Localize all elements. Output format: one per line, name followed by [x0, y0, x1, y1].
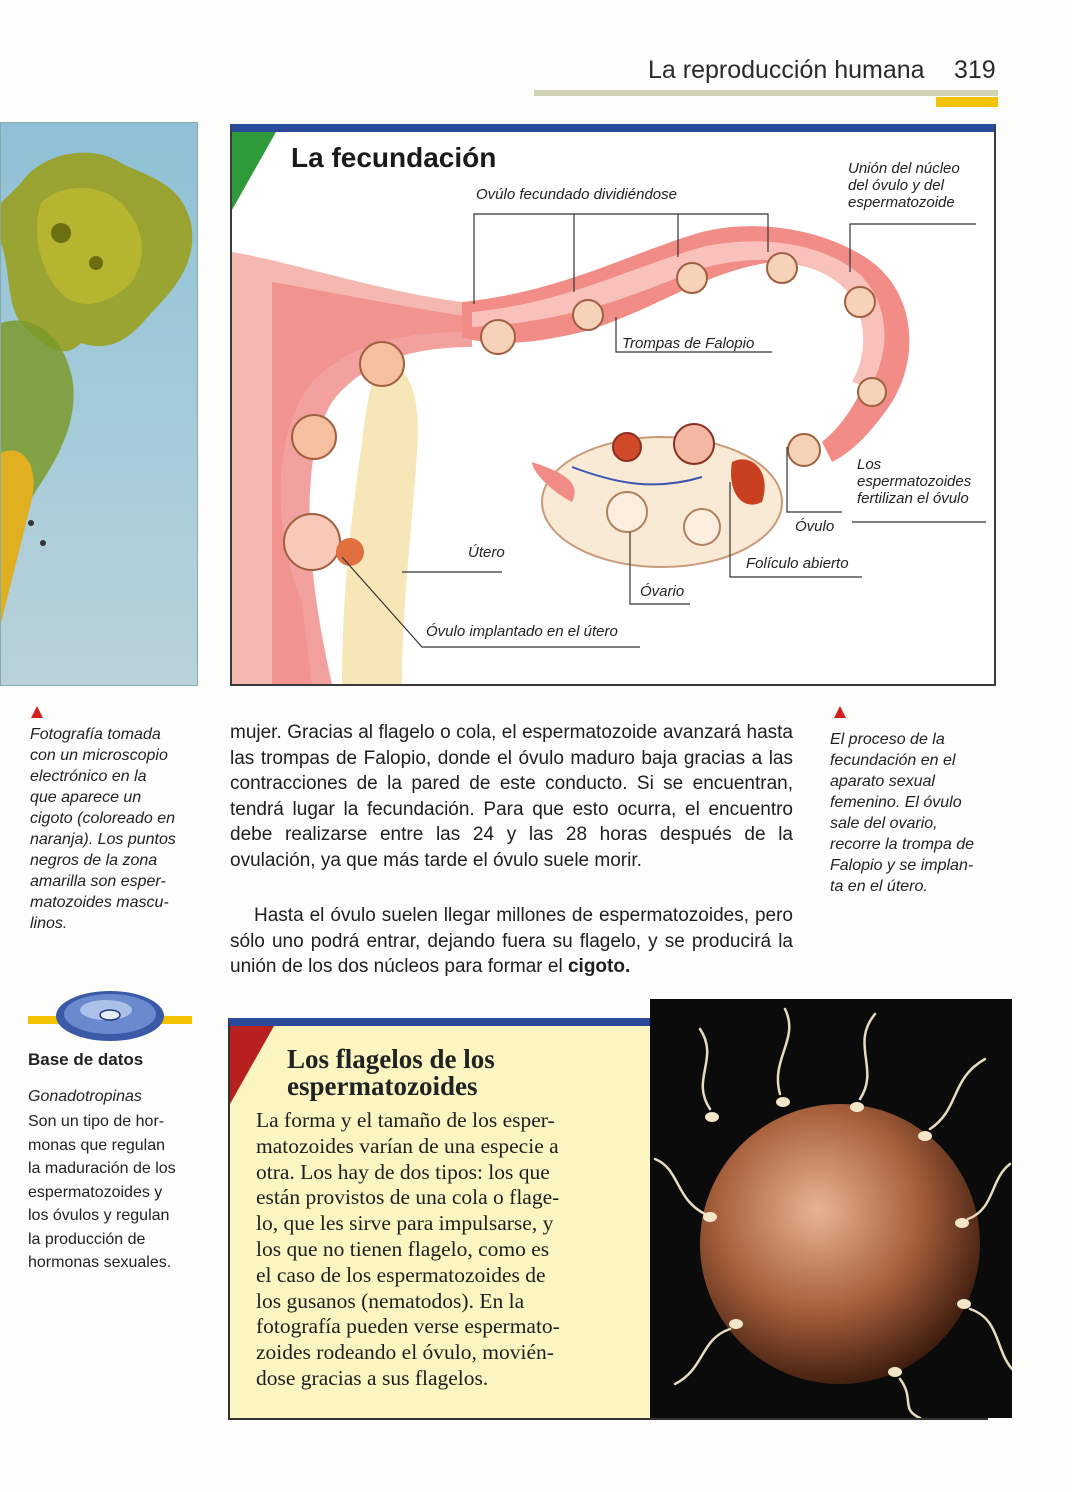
caption-line: sale del ovario, [830, 815, 938, 832]
diagram-caption [830, 729, 1002, 897]
definition-line: espermatozoides y [28, 1183, 163, 1201]
database-title: Base de datos [28, 1050, 144, 1069]
box-text-line: matozoides varían de una especie a [256, 1133, 559, 1158]
label-utero: Útero [468, 544, 505, 561]
label-union-line-2: del óvulo y del [848, 177, 944, 194]
header-accent-bar [936, 97, 998, 107]
caption-line: negros de la zona [30, 852, 158, 869]
body-paragraph-2 [230, 903, 793, 980]
label-esperm-line-3: fertilizan el óvulo [857, 490, 969, 507]
caption-line: Fotografía tomada [30, 726, 161, 743]
box-text-line: dose gracias a sus flagelos. [256, 1365, 489, 1390]
ovum-sperm-art [650, 999, 1012, 1418]
label-foliculo: Folículo abierto [746, 555, 849, 572]
label-trompas: Trompas de Falopio [622, 335, 755, 352]
box-text-line: los que no tienen flagelo, como es [256, 1236, 550, 1261]
definition-line: la maduración de los [28, 1160, 176, 1177]
box-text-line: otra. Los hay de dos tipos: los que [256, 1159, 550, 1184]
body-paragraph-1: mujer. Gracias al flagelo o cola, el espermatozoide avanzará hasta las trompas de Falopio, donde el óvulo maduro baja gracias a las contracciones de la pared de este conducto. Si se encuentran, tendrá lugar la fecundación. Para que esto ocurra, el encuentro debe realizarse entre las 24 y las 28 horas después de la ovulación, ya que más tarde el óvulo suele morir. [230, 722, 793, 871]
caption-line: recorre la trompa de [830, 836, 975, 853]
caption-line: con un microscopio [30, 747, 168, 764]
caption-line: El proceso de la [830, 731, 945, 748]
caption-line: Falopio y se implan- [830, 857, 974, 874]
definition-line: Son un tipo de hor- [28, 1113, 165, 1130]
label-union-nucleos [848, 160, 960, 211]
label-esperm-line-1: Los [857, 456, 882, 473]
caption-line: ta en el útero. [830, 878, 928, 895]
definition-line: hormonas sexuales. [28, 1254, 172, 1271]
running-header-title: La reproducción humana [648, 56, 925, 84]
label-esperm-line-2: espermatozoides [857, 473, 972, 490]
diagram-corner-accent [232, 132, 276, 210]
page-number: 319 [954, 56, 996, 84]
box-text-line: fotografía pueden verse espermato- [256, 1314, 560, 1339]
label-ovulo: Óvulo [795, 518, 835, 535]
box-text-line: lo, que les sirve para impulsarse, y [256, 1211, 554, 1236]
zygote-micrograph-art [1, 123, 198, 686]
caption-line: fecundación en el [830, 752, 956, 769]
box-text-line: los gusanos (nematodos). En la [256, 1288, 525, 1313]
label-ovario: Óvario [640, 583, 685, 600]
caption-line: electrónico en la [30, 768, 147, 785]
label-union-line-3: espermatozoide [848, 194, 955, 211]
reproductive-tract-illustration [232, 132, 994, 684]
flagella-box-title: Los flagelos de los espermatozoides [287, 1044, 495, 1101]
zygote-micrograph [0, 122, 198, 686]
definition-line: los óvulos y regulan [28, 1207, 170, 1224]
definition-line: la producción de [28, 1230, 146, 1248]
caption-line: linos. [30, 915, 68, 932]
caption-marker-left [31, 706, 43, 718]
flagella-box-text [256, 1108, 614, 1392]
caption-line: que aparece un [30, 789, 142, 806]
box-text-line: zoides rodeando el óvulo, movién- [256, 1340, 554, 1365]
definition-line: monas que regulan [28, 1136, 165, 1154]
caption-marker-right [834, 706, 846, 718]
caption-line: matozoides mascu- [30, 894, 169, 911]
body-paragraph-2-text: Hasta el óvulo suelen llegar millones de espermatozoides, pero sólo uno podrá entrar, dejando fuera su flagelo, y se producirá la unión de los dos núcleos para formar el [230, 905, 793, 977]
header-rule [534, 90, 998, 96]
caption-line: naranja). Los puntos [30, 831, 176, 848]
box-text-line: La forma y el tamaño de los esper- [256, 1108, 555, 1132]
label-union-line-1: Unión del núcleo [848, 160, 960, 177]
box-text-line: el caso de los espermatozoides de [256, 1262, 546, 1287]
database-definition [28, 1110, 198, 1275]
ovum-sperm-photo [650, 999, 1012, 1418]
label-ovulo-fecundado: Ovúlo fecundado dividiéndose [476, 186, 677, 203]
flagella-box-corner-accent [230, 1026, 274, 1104]
box-text-line: están provistos de una cola o flage- [256, 1185, 560, 1210]
term-cigoto: cigoto. [567, 956, 631, 977]
caption-line: cigoto (coloreado en [30, 810, 175, 827]
caption-line: aparato sexual [830, 773, 935, 790]
label-espermatozoides [857, 456, 971, 507]
caption-line: femenino. El óvulo [830, 794, 962, 811]
diagram-title: La fecundación [291, 142, 497, 173]
label-ovulo-implantado: Óvulo implantado en el útero [426, 623, 618, 640]
database-term: Gonadotropinas [28, 1088, 142, 1105]
cd-disc-icon [54, 988, 166, 1044]
caption-line: amarilla son esper- [30, 873, 166, 890]
micrograph-caption [30, 724, 200, 934]
